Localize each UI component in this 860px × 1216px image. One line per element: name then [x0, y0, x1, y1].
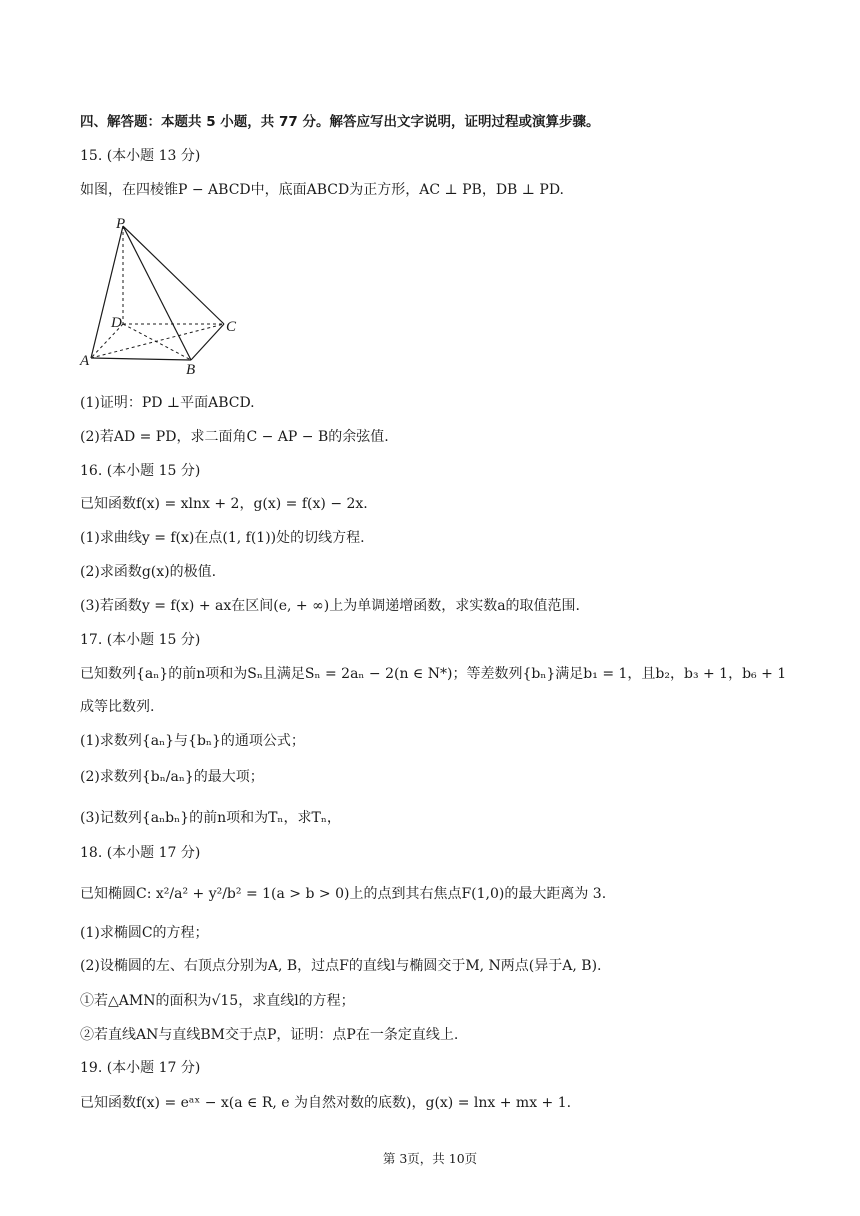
edge-PB: [123, 226, 191, 360]
q16-title: 16. (本小题 15 分): [80, 463, 201, 479]
q17-stem-line2: 成等比数列.: [80, 699, 155, 715]
q16-part2: (2)求函数g(x)的极值.: [80, 564, 217, 580]
edge-AB: [91, 358, 191, 360]
vertex-label-B: B: [186, 362, 196, 378]
q15-part1: (1)证明：PD ⊥平面ABCD.: [80, 395, 255, 411]
q17-title: 17. (本小题 15 分): [80, 632, 201, 648]
q17-part3: (3)记数列{aₙbₙ}的前n项和为Tₙ，求Tₙ，: [80, 810, 341, 826]
q19-stem: 已知函数f(x) = eᵃˣ − x(a ∈ R, e 为自然对数的底数)，g(x) = lnx + mx + 1.: [80, 1095, 572, 1111]
diagonal-DB: [123, 324, 191, 360]
q15-stem: 如图，在四棱锥P − ABCD中，底面ABCD为正方形，AC ⊥ PB，DB ⊥ PD.: [80, 182, 565, 198]
vertex-label-D: D: [111, 315, 122, 331]
vertex-label-C: C: [226, 319, 237, 335]
q19-title: 19. (本小题 17 分): [80, 1060, 201, 1076]
q15-title: 15. (本小题 13 分): [80, 148, 201, 164]
q16-stem: 已知函数f(x) = xlnx + 2，g(x) = f(x) − 2x.: [80, 496, 368, 512]
q18-part1: (1)求椭圆C的方程；: [80, 925, 209, 941]
q18-part2: (2)设椭圆的左、右顶点分别为A, B，过点F的直线l与椭圆交于M, N两点(异于A, B).: [80, 958, 602, 974]
edge-PA: [91, 226, 123, 358]
page-footer: 第 3页，共 10页: [382, 1151, 478, 1166]
q17-part1: (1)求数列{aₙ}与{bₙ}的通项公式；: [80, 733, 305, 749]
q18-title: 18. (本小题 17 分): [80, 845, 201, 861]
q15-part2: (2)若AD = PD，求二面角C − AP − B的余弦值.: [80, 429, 389, 445]
q17-part2: (2)求数列{bₙ/aₙ}的最大项；: [80, 769, 264, 785]
q16-part1: (1)求曲线y = f(x)在点(1, f(1))处的切线方程.: [80, 530, 365, 546]
q18-sub2: ②若直线AN与直线BM交于点P，证明：点P在一条定直线上.: [80, 1027, 459, 1043]
q18-sub1: ①若△AMN的面积为√15，求直线l的方程；: [80, 993, 355, 1009]
q17-stem-line1: 已知数列{aₙ}的前n项和为Sₙ且满足Sₙ = 2aₙ − 2(n ∈ N*)；等差数列{bₙ}满足b₁ = 1，且b₂，b₃ + 1，b₆ + 1: [80, 666, 787, 682]
q16-part3: (3)若函数y = f(x) + ax在区间(e, + ∞)上为单调递增函数，求实数a的取值范围.: [80, 598, 580, 614]
section-header: 四、解答题：本题共 5 小题，共 77 分。解答应写出文字说明，证明过程或演算步骤。: [80, 114, 600, 130]
edge-PC: [123, 226, 224, 324]
vertex-label-P: P: [116, 216, 126, 232]
vertex-label-A: A: [80, 353, 90, 369]
edge-BC: [191, 324, 224, 360]
pyramid-figure: [78, 210, 258, 380]
q18-stem: 已知椭圆C: x²/a² + y²/b² = 1(a > b > 0)上的点到其右焦点F(1,0)的最大距离为 3.: [80, 886, 607, 902]
